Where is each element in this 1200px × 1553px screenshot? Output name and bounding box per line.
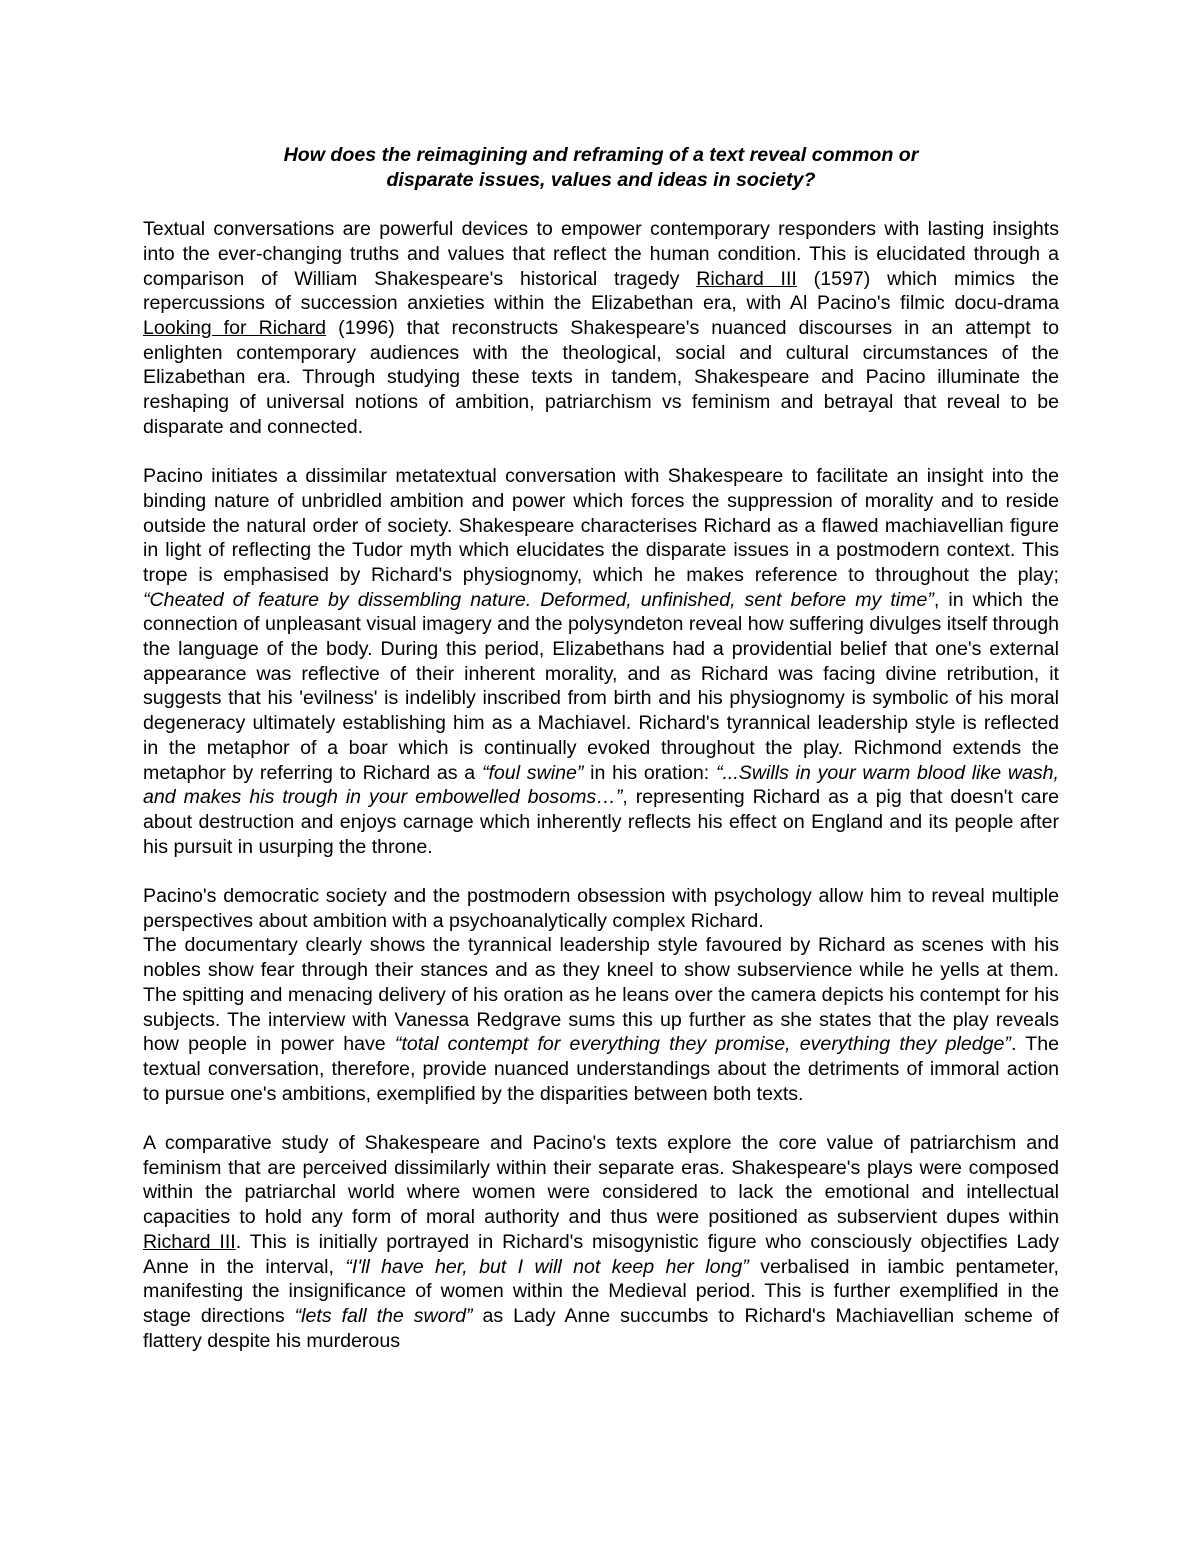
body-paragraph-patriarchism: A comparative study of Shakespeare and Pacino's texts explore the core value of patriarchism and feminism that are perceived dissimilarly within their separate eras. Shakespeare's plays were composed within the patriarchal world where women were considered to lack the emotional and intellectual capacities to hold any form of moral authority and thus were positioned as subservient dupes within Richard III. This is initially portrayed in Richard's misogynistic figure who consciously objectifies Lady Anne in the interval, “I'll have her, but I will not keep her long” verbalised in iambic pentameter, manifesting the insignificance of women within the Medieval period. This is further exemplified in the stage directions “lets fall the sword” as Lady Anne succumbs to Richard's Machiavellian scheme of flattery despite his murderous xyxy=(143,1132,1059,1352)
document-page xyxy=(143,143,1059,1353)
text-title-looking-for-richard: Looking for Richard xyxy=(143,316,327,339)
quote-cheated-of-feature: “Cheated of feature by dissembling nature. Deformed, unfinished, sent before my time” xyxy=(143,588,934,611)
quote-ill-have-her: “I'll have her, but I will not keep her long” xyxy=(345,1255,749,1278)
text-title-richard-iii: Richard III xyxy=(696,267,797,290)
quote-swills-in-your-warm-blood: “...Swills in your warm blood like wash, and makes his trough in your embowelled bosoms…” xyxy=(143,761,1060,809)
title-line-2: disparate issues, values and ideas in society? xyxy=(386,168,816,191)
quote-lets-fall-the-sword: “lets fall the sword” xyxy=(294,1304,473,1327)
quote-foul-swine: “foul swine” xyxy=(481,761,584,784)
title-line-1: How does the reimagining and reframing of a text reveal common or xyxy=(283,144,919,166)
body-paragraph-ambition: Pacino initiates a dissimilar metatextual conversation with Shakespeare to facilitate an insight into the binding nature of unbridled ambition and power which forces the suppression of morality and to reside outside the natural order of society. Shakespeare characterises Richard as a flawed machiavellian figure in light of reflecting the Tudor myth which elucidates the disparate issues in a postmodern context. This trope is emphasised by Richard's physiognomy, which he makes reference to throughout the play; “Cheated of feature by dissembling nature. Deformed, unfinished, sent before my time”, in which the connection of unpleasant visual imagery and the polysyndeton reveal how suffering divulges itself through the language of the body. During this period, Elizabethans had a providential belief that one's external appearance was reflective of their inherent morality, and as Richard was facing divine retribution, it suggests that his 'evilness' is indelibly inscribed from birth and his physiognomy is symbolic of his moral degeneracy ultimately establishing him as a Machiavel. Richard's tyrannical leadership style is reflected in the metaphor of a boar which is continually evoked throughout the play. Richmond extends the metaphor by referring to Richard as a “foul swine” in his oration: “...Swills in your warm blood like wash, and makes his trough in your embowelled bosoms…”, representing Richard as a pig that doesn't care about destruction and enjoys carnage which inherently reflects his effect on England and its people after his pursuit in usurping the throne. xyxy=(143,465,1060,858)
body-paragraph-pacino-perspective: Pacino's democratic society and the postmodern obsession with psychology allow him to reveal multiple perspectives about ambition with a psychoanalytically complex Richard. xyxy=(143,885,1059,932)
quote-total-contempt: “total contempt for everything they promise, everything they pledge” xyxy=(394,1033,1011,1056)
body-paragraph-documentary: The documentary clearly shows the tyrannical leadership style favoured by Richard as scenes with his nobles show fear through their stances and as they kneel to show subservience while he yells at them. The spitting and menacing delivery of his oration as he leans over the camera depicts his contempt for his subjects. The interview with Vanessa Redgrave sums this up further as she states that the play reveals how people in power have “total contempt for everything they promise, everything they pledge”. The textual conversation, therefore, provide nuanced understandings about the detriments of immoral action to pursue one's ambitions, exemplified by the disparities between both texts. xyxy=(143,934,1060,1105)
essay-question-title xyxy=(143,143,1059,192)
introduction-paragraph: Textual conversations are powerful devices to empower contemporary responders with lasting insights into the ever-changing truths and values that reflect the human condition. This is elucidated through a comparison of William Shakespeare's historical tragedy Richard III (1597) which mimics the repercussions of succession anxieties within the Elizabethan era, with Al Pacino's filmic docu-drama Looking for Richard (1996) that reconstructs Shakespeare's nuanced discourses in an attempt to enlighten contemporary audiences with the theological, social and cultural circumstances of the Elizabethan era. Through studying these texts in tandem, Shakespeare and Pacino illuminate the reshaping of universal notions of ambition, patriarchism vs feminism and betrayal that reveal to be disparate and connected. xyxy=(143,218,1060,438)
text-title-richard-iii-2: Richard III xyxy=(143,1230,236,1253)
